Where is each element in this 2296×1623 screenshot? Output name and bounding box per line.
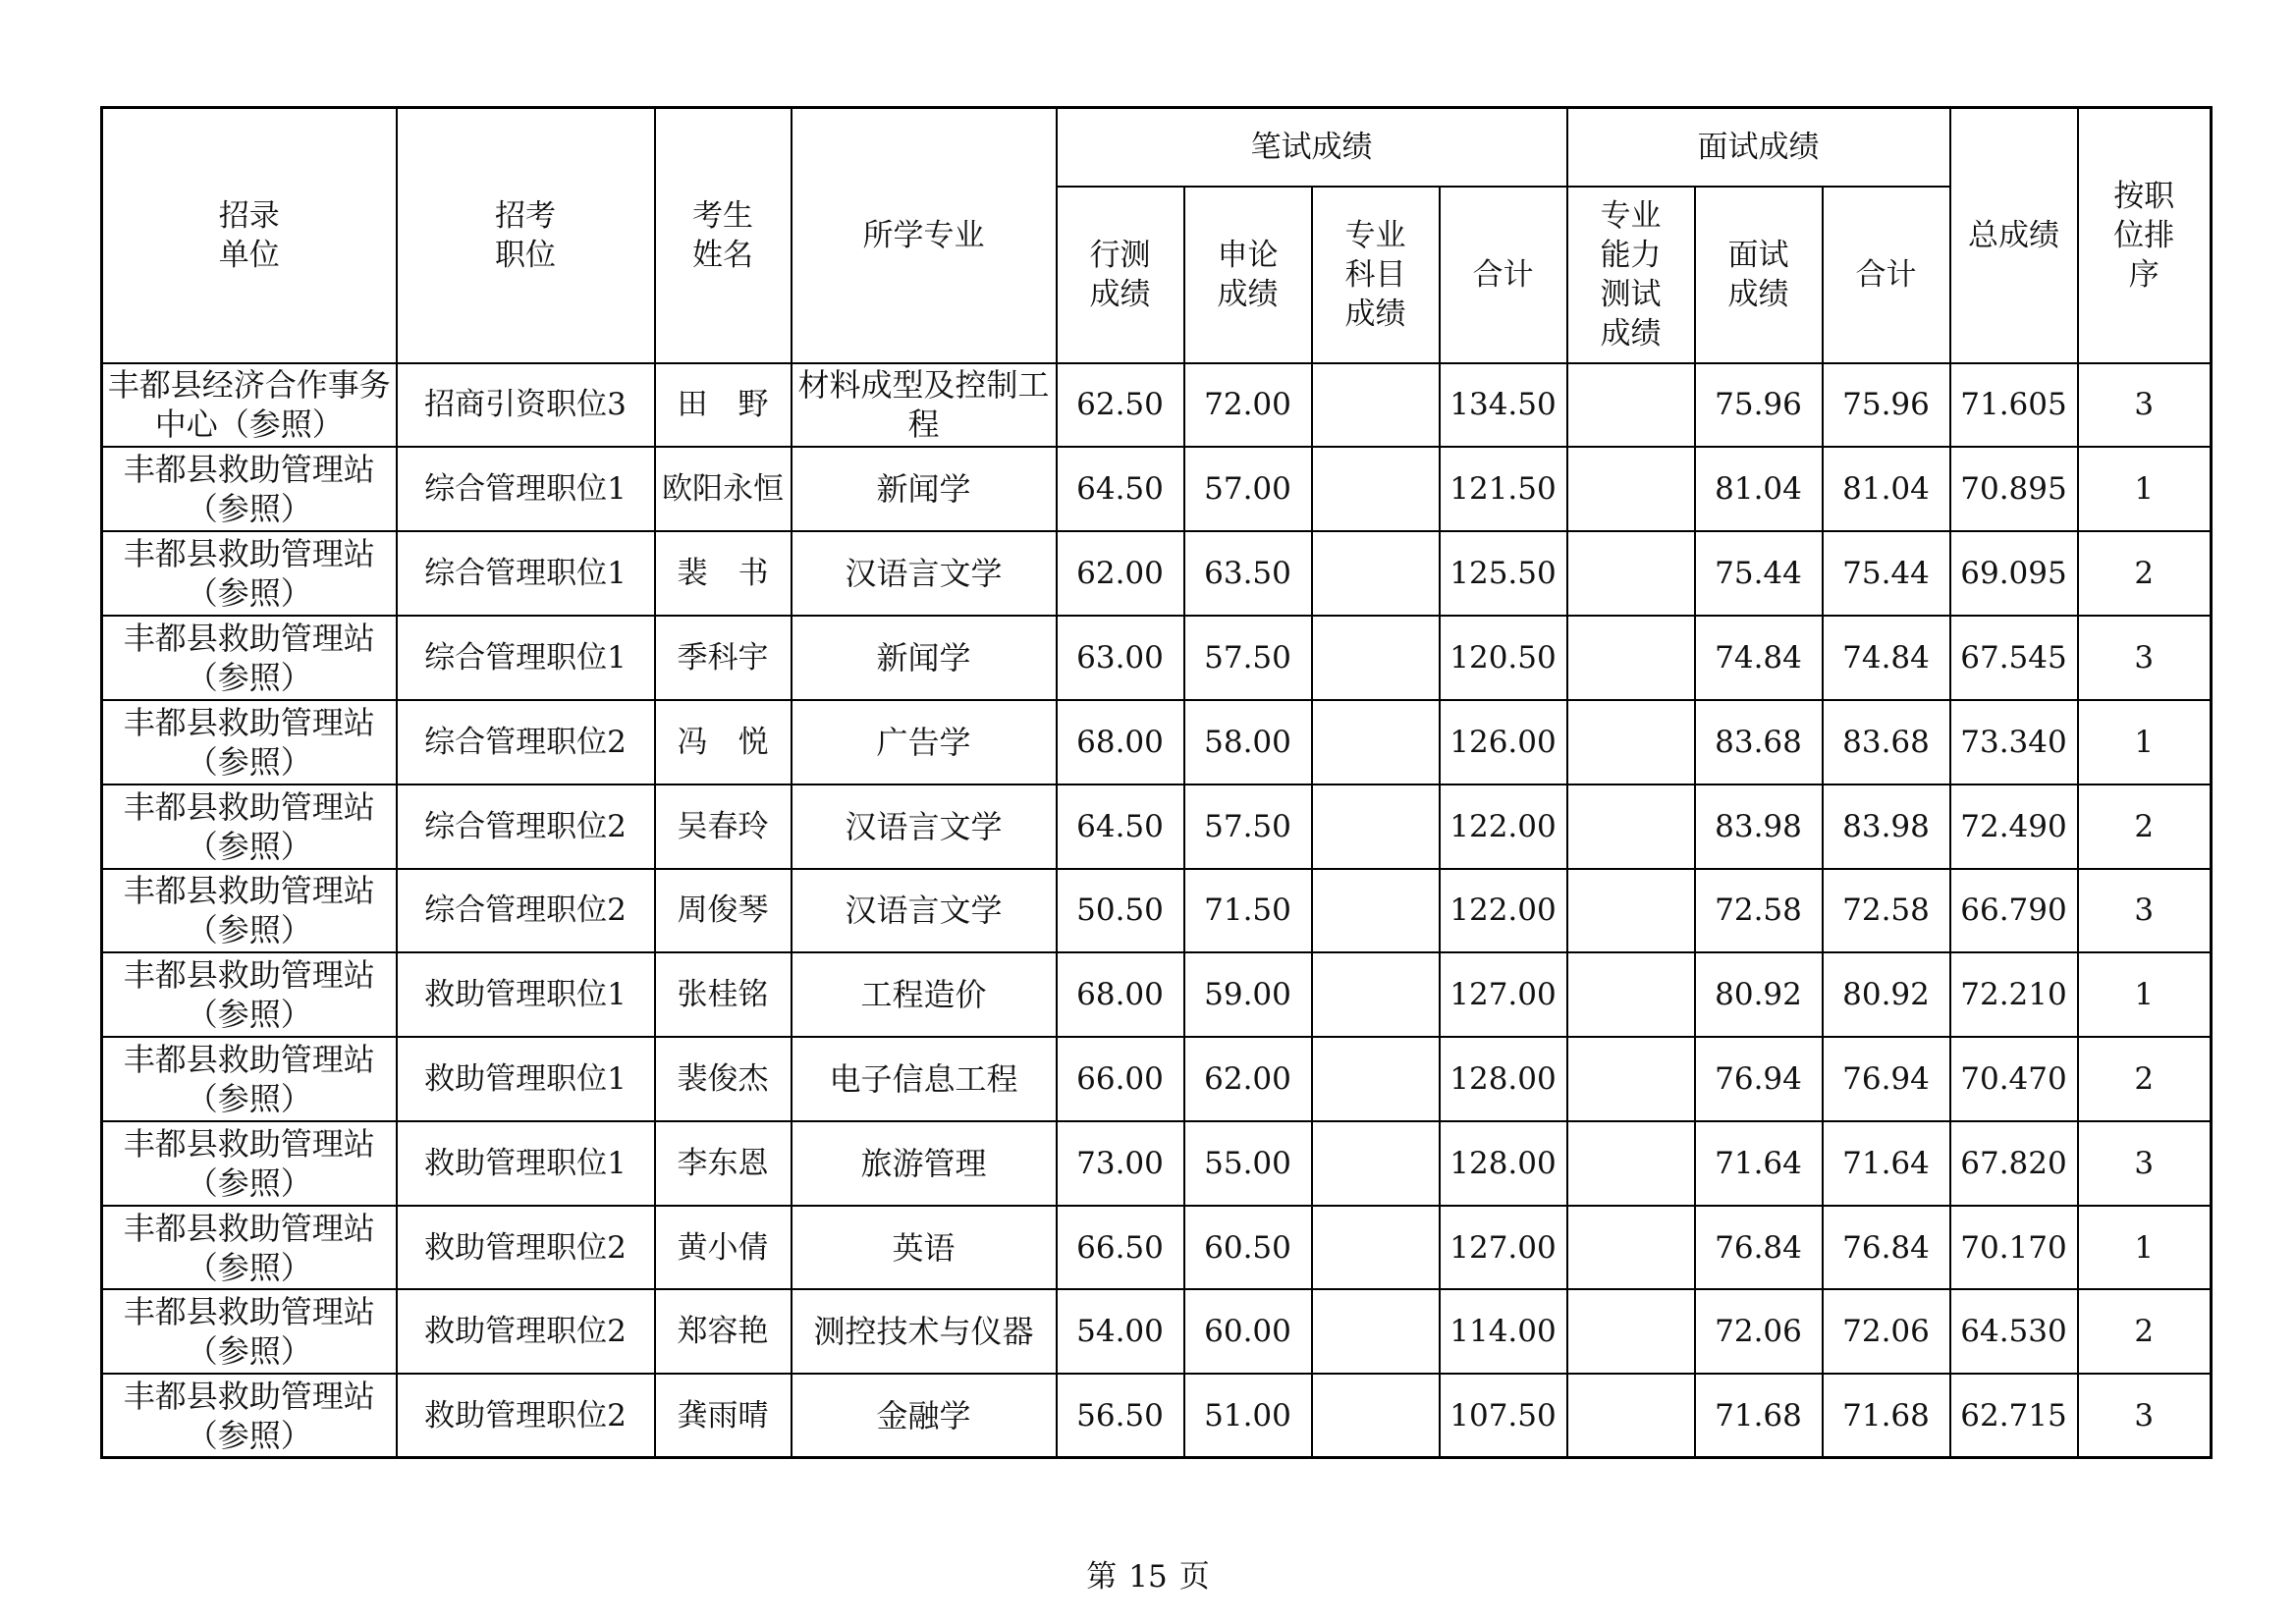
header-rank: 按职 位排 序: [2078, 108, 2212, 363]
cell-shenlun: 60.00: [1184, 1289, 1312, 1374]
cell-position: 综合管理职位2: [397, 700, 655, 784]
cell-xingce: 50.50: [1057, 869, 1184, 952]
cell-rank: 2: [2078, 531, 2212, 616]
cell-ability: [1567, 447, 1695, 531]
cell-interview-score: 76.94: [1695, 1037, 1823, 1121]
cell-total: 73.340: [1950, 700, 2078, 784]
table-row: [102, 700, 2212, 784]
cell-interview-score: 72.06: [1695, 1289, 1823, 1374]
cell-shenlun: 63.50: [1184, 531, 1312, 616]
cell-written-total: 128.00: [1440, 1121, 1567, 1206]
cell-major: 金融学: [792, 1374, 1057, 1457]
cell-ability: [1567, 1121, 1695, 1206]
table-body: [102, 363, 2212, 1458]
cell-xingce: 56.50: [1057, 1374, 1184, 1457]
table-row: [102, 784, 2212, 869]
cell-shenlun: 55.00: [1184, 1121, 1312, 1206]
cell-position: 救助管理职位2: [397, 1289, 655, 1374]
cell-unit: 丰都县救助管理站（参照）: [102, 1121, 397, 1206]
header-ability: 专业 能力 测试 成绩: [1567, 187, 1695, 363]
cell-total: 70.470: [1950, 1037, 2078, 1121]
cell-unit: 丰都县救助管理站（参照）: [102, 1206, 397, 1289]
cell-xingce: 54.00: [1057, 1289, 1184, 1374]
cell-interview-total: 83.68: [1823, 700, 1950, 784]
cell-written-total: 134.50: [1440, 363, 1567, 447]
cell-interview-score: 76.84: [1695, 1206, 1823, 1289]
cell-specialty: [1312, 1374, 1440, 1457]
cell-shenlun: 60.50: [1184, 1206, 1312, 1289]
cell-interview-score: 80.92: [1695, 952, 1823, 1037]
cell-total: 72.210: [1950, 952, 2078, 1037]
cell-total: 67.545: [1950, 616, 2078, 700]
cell-shenlun: 59.00: [1184, 952, 1312, 1037]
cell-shenlun: 71.50: [1184, 869, 1312, 952]
header-xingce: 行测 成绩: [1057, 187, 1184, 363]
cell-specialty: [1312, 784, 1440, 869]
table-row: [102, 1206, 2212, 1289]
cell-unit: 丰都县救助管理站（参照）: [102, 784, 397, 869]
cell-unit: 丰都县救助管理站（参照）: [102, 1374, 397, 1457]
cell-ability: [1567, 869, 1695, 952]
cell-specialty: [1312, 869, 1440, 952]
cell-rank: 3: [2078, 616, 2212, 700]
cell-rank: 1: [2078, 952, 2212, 1037]
cell-position: 综合管理职位1: [397, 447, 655, 531]
cell-position: 综合管理职位2: [397, 784, 655, 869]
cell-name: 李东恩: [655, 1121, 792, 1206]
cell-name: 裴俊杰: [655, 1037, 792, 1121]
cell-xingce: 66.50: [1057, 1206, 1184, 1289]
cell-interview-total: 75.96: [1823, 363, 1950, 447]
cell-rank: 2: [2078, 1289, 2212, 1374]
cell-written-total: 122.00: [1440, 784, 1567, 869]
cell-position: 救助管理职位1: [397, 1121, 655, 1206]
page-number: 15: [1128, 1559, 1168, 1595]
cell-ability: [1567, 784, 1695, 869]
cell-specialty: [1312, 447, 1440, 531]
cell-rank: 3: [2078, 869, 2212, 952]
cell-interview-score: 75.44: [1695, 531, 1823, 616]
cell-name: 郑容艳: [655, 1289, 792, 1374]
cell-written-total: 122.00: [1440, 869, 1567, 952]
cell-total: 71.605: [1950, 363, 2078, 447]
cell-total: 72.490: [1950, 784, 2078, 869]
cell-ability: [1567, 952, 1695, 1037]
cell-position: 综合管理职位2: [397, 869, 655, 952]
cell-ability: [1567, 1206, 1695, 1289]
table-row: [102, 952, 2212, 1037]
table-row: [102, 1121, 2212, 1206]
cell-rank: 2: [2078, 1037, 2212, 1121]
cell-written-total: 127.00: [1440, 1206, 1567, 1289]
cell-xingce: 62.00: [1057, 531, 1184, 616]
cell-rank: 1: [2078, 447, 2212, 531]
cell-interview-score: 83.98: [1695, 784, 1823, 869]
cell-rank: 2: [2078, 784, 2212, 869]
header-major: 所学专业: [792, 108, 1057, 363]
cell-unit: 丰都县救助管理站（参照）: [102, 1289, 397, 1374]
cell-name: 田 野: [655, 363, 792, 447]
cell-xingce: 63.00: [1057, 616, 1184, 700]
cell-interview-score: 83.68: [1695, 700, 1823, 784]
cell-interview-total: 83.98: [1823, 784, 1950, 869]
cell-interview-total: 81.04: [1823, 447, 1950, 531]
header-name: 考生 姓名: [655, 108, 792, 363]
cell-specialty: [1312, 616, 1440, 700]
cell-name: 黄小倩: [655, 1206, 792, 1289]
cell-specialty: [1312, 1037, 1440, 1121]
cell-shenlun: 72.00: [1184, 363, 1312, 447]
header-written-group: 笔试成绩: [1057, 108, 1567, 187]
cell-interview-score: 75.96: [1695, 363, 1823, 447]
header-interview-score: 面试 成绩: [1695, 187, 1823, 363]
cell-shenlun: 57.00: [1184, 447, 1312, 531]
cell-written-total: 107.50: [1440, 1374, 1567, 1457]
header-interview-total: 合计: [1823, 187, 1950, 363]
cell-position: 综合管理职位1: [397, 616, 655, 700]
cell-written-total: 125.50: [1440, 531, 1567, 616]
cell-rank: 3: [2078, 363, 2212, 447]
cell-written-total: 114.00: [1440, 1289, 1567, 1374]
cell-unit: 丰都县救助管理站（参照）: [102, 952, 397, 1037]
cell-major: 材料成型及控制工程: [792, 363, 1057, 447]
cell-name: 张桂铭: [655, 952, 792, 1037]
cell-interview-total: 71.64: [1823, 1121, 1950, 1206]
cell-rank: 1: [2078, 700, 2212, 784]
footer-suffix: 页: [1178, 1559, 1210, 1595]
cell-shenlun: 58.00: [1184, 700, 1312, 784]
cell-position: 招商引资职位3: [397, 363, 655, 447]
cell-name: 裴 书: [655, 531, 792, 616]
cell-major: 工程造价: [792, 952, 1057, 1037]
cell-xingce: 62.50: [1057, 363, 1184, 447]
cell-specialty: [1312, 363, 1440, 447]
cell-xingce: 73.00: [1057, 1121, 1184, 1206]
cell-xingce: 66.00: [1057, 1037, 1184, 1121]
table-row: [102, 1037, 2212, 1121]
cell-major: 电子信息工程: [792, 1037, 1057, 1121]
cell-shenlun: 57.50: [1184, 616, 1312, 700]
cell-shenlun: 62.00: [1184, 1037, 1312, 1121]
cell-unit: 丰都县救助管理站（参照）: [102, 531, 397, 616]
cell-ability: [1567, 531, 1695, 616]
cell-rank: 3: [2078, 1121, 2212, 1206]
cell-name: 季科宇: [655, 616, 792, 700]
cell-unit: 丰都县救助管理站（参照）: [102, 700, 397, 784]
cell-position: 救助管理职位2: [397, 1206, 655, 1289]
cell-total: 70.170: [1950, 1206, 2078, 1289]
cell-rank: 1: [2078, 1206, 2212, 1289]
cell-ability: [1567, 1037, 1695, 1121]
table-row: [102, 1289, 2212, 1374]
cell-major: 旅游管理: [792, 1121, 1057, 1206]
cell-major: 新闻学: [792, 447, 1057, 531]
cell-total: 67.820: [1950, 1121, 2078, 1206]
cell-shenlun: 57.50: [1184, 784, 1312, 869]
cell-major: 汉语言文学: [792, 531, 1057, 616]
cell-interview-total: 80.92: [1823, 952, 1950, 1037]
cell-written-total: 127.00: [1440, 952, 1567, 1037]
cell-name: 冯 悦: [655, 700, 792, 784]
table-header: [102, 108, 2212, 363]
cell-written-total: 120.50: [1440, 616, 1567, 700]
cell-total: 62.715: [1950, 1374, 2078, 1457]
cell-unit: 丰都县救助管理站（参照）: [102, 616, 397, 700]
cell-shenlun: 51.00: [1184, 1374, 1312, 1457]
table-row: [102, 363, 2212, 447]
header-specialty: 专业 科目 成绩: [1312, 187, 1440, 363]
table-row: [102, 869, 2212, 952]
cell-unit: 丰都县救助管理站（参照）: [102, 869, 397, 952]
cell-xingce: 64.50: [1057, 447, 1184, 531]
cell-interview-total: 72.06: [1823, 1289, 1950, 1374]
cell-major: 英语: [792, 1206, 1057, 1289]
header-interview-group: 面试成绩: [1567, 108, 1950, 187]
cell-major: 广告学: [792, 700, 1057, 784]
cell-xingce: 68.00: [1057, 700, 1184, 784]
cell-interview-total: 76.94: [1823, 1037, 1950, 1121]
header-unit: 招录 单位: [102, 108, 397, 363]
cell-unit: 丰都县救助管理站（参照）: [102, 447, 397, 531]
cell-specialty: [1312, 531, 1440, 616]
cell-total: 69.095: [1950, 531, 2078, 616]
cell-specialty: [1312, 1121, 1440, 1206]
cell-unit: 丰都县经济合作事务中心（参照）: [102, 363, 397, 447]
cell-rank: 3: [2078, 1374, 2212, 1457]
cell-major: 汉语言文学: [792, 869, 1057, 952]
cell-name: 龚雨晴: [655, 1374, 792, 1457]
footer-prefix: 第: [1086, 1559, 1118, 1595]
cell-name: 欧阳永恒: [655, 447, 792, 531]
cell-interview-score: 71.68: [1695, 1374, 1823, 1457]
cell-interview-score: 74.84: [1695, 616, 1823, 700]
cell-name: 吴春玲: [655, 784, 792, 869]
cell-position: 救助管理职位1: [397, 1037, 655, 1121]
cell-interview-total: 72.58: [1823, 869, 1950, 952]
table-row: [102, 1374, 2212, 1457]
cell-name: 周俊琴: [655, 869, 792, 952]
score-table: [100, 106, 2213, 1459]
cell-total: 64.530: [1950, 1289, 2078, 1374]
cell-written-total: 126.00: [1440, 700, 1567, 784]
cell-interview-total: 74.84: [1823, 616, 1950, 700]
cell-major: 新闻学: [792, 616, 1057, 700]
cell-ability: [1567, 700, 1695, 784]
cell-unit: 丰都县救助管理站（参照）: [102, 1037, 397, 1121]
cell-specialty: [1312, 952, 1440, 1037]
cell-specialty: [1312, 1206, 1440, 1289]
cell-interview-total: 76.84: [1823, 1206, 1950, 1289]
page-footer: [0, 1551, 2296, 1596]
cell-position: 救助管理职位1: [397, 952, 655, 1037]
cell-specialty: [1312, 1289, 1440, 1374]
cell-interview-score: 72.58: [1695, 869, 1823, 952]
table-row: [102, 447, 2212, 531]
cell-ability: [1567, 616, 1695, 700]
cell-specialty: [1312, 700, 1440, 784]
cell-major: 汉语言文学: [792, 784, 1057, 869]
cell-major: 测控技术与仪器: [792, 1289, 1057, 1374]
table-row: [102, 531, 2212, 616]
cell-written-total: 121.50: [1440, 447, 1567, 531]
cell-written-total: 128.00: [1440, 1037, 1567, 1121]
table-row: [102, 616, 2212, 700]
cell-ability: [1567, 363, 1695, 447]
cell-position: 救助管理职位2: [397, 1374, 655, 1457]
header-shenlun: 申论 成绩: [1184, 187, 1312, 363]
cell-interview-total: 75.44: [1823, 531, 1950, 616]
cell-interview-total: 71.68: [1823, 1374, 1950, 1457]
cell-interview-score: 71.64: [1695, 1121, 1823, 1206]
header-total: 总成绩: [1950, 108, 2078, 363]
header-written-total: 合计: [1440, 187, 1567, 363]
cell-interview-score: 81.04: [1695, 447, 1823, 531]
header-position: 招考 职位: [397, 108, 655, 363]
cell-xingce: 64.50: [1057, 784, 1184, 869]
cell-total: 66.790: [1950, 869, 2078, 952]
cell-total: 70.895: [1950, 447, 2078, 531]
cell-xingce: 68.00: [1057, 952, 1184, 1037]
cell-ability: [1567, 1374, 1695, 1457]
cell-position: 综合管理职位1: [397, 531, 655, 616]
cell-ability: [1567, 1289, 1695, 1374]
